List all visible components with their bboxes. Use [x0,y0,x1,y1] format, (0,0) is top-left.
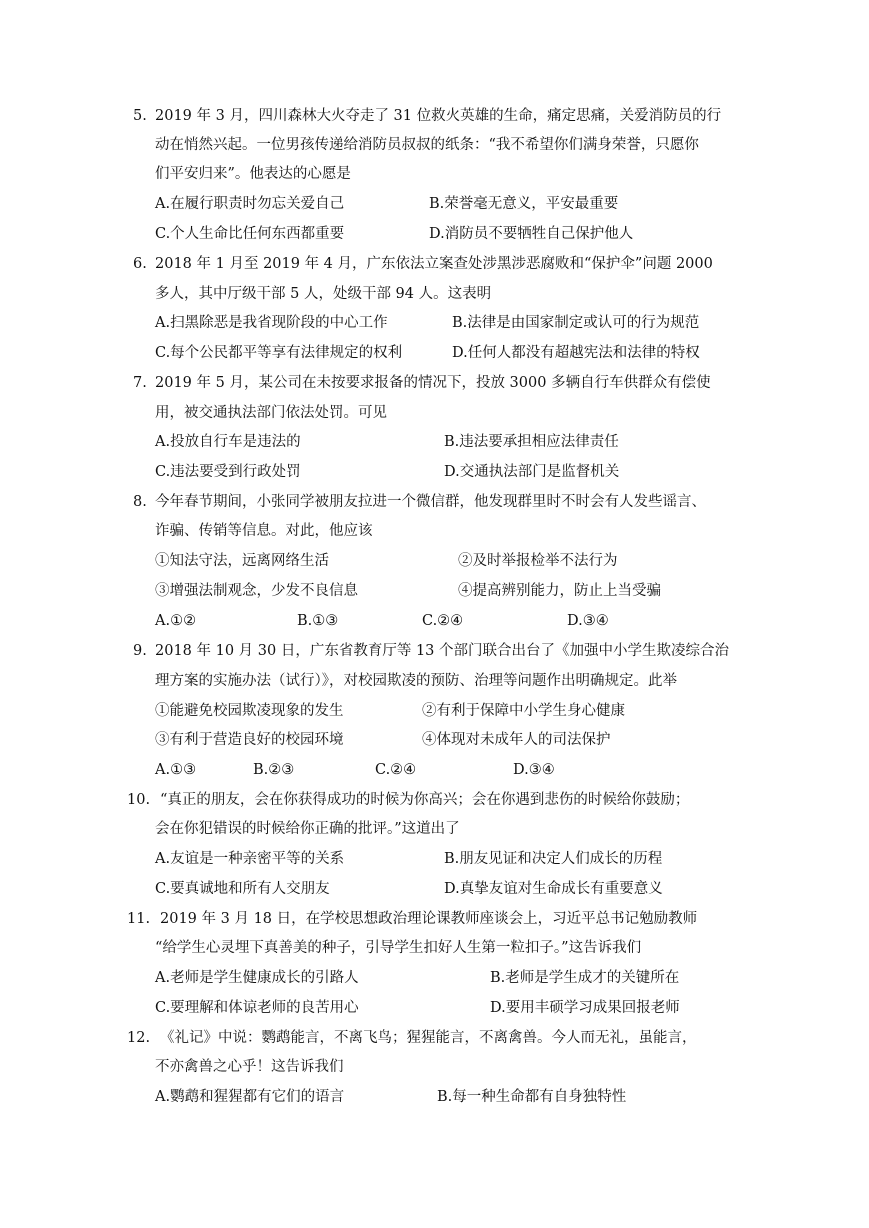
option-a: A.扫黑除恶是我省现阶段的中心工作 [155,315,388,331]
statement-1: ①能避免校园欺凌现象的发生 [155,703,344,719]
question-text: 2019 年 3 月 18 日，在学校思想政治理论课教师座谈会上，习近平总书记勉励教师 [160,911,698,927]
question-text: 动在悄然兴起。一位男孩传递给消防员叔叔的纸条：“我不希望你们满身荣誉，只愿你 [155,137,699,153]
statement-2: ②有利于保障中小学生身心健康 [422,703,625,719]
question-text: 不亦禽兽之心乎！这告诉我们 [155,1059,344,1075]
option-a: A.①② [155,613,197,629]
question-text: 们平安归来”。他表达的心愿是 [155,166,351,182]
option-c: C.②④ [375,762,417,778]
question-text: 2019 年 5 月，某公司在未按要求报备的情况下，投放 3000 多辆自行车供群众有偿使 [155,375,711,391]
option-d: D.任何人都没有超越宪法和法律的特权 [452,345,700,361]
question-text: “真正的朋友，会在你获得成功的时候为你高兴；会在你遇到悲伤的时候给你鼓励； [160,792,690,808]
option-b: B.老师是学生成才的关键所在 [490,970,680,986]
option-d: D.真挚友谊对生命成长有重要意义 [444,881,663,897]
option-b: B.每一种生命都有自身独特性 [437,1089,627,1105]
option-c: C.个人生命比任何东西都重要 [155,226,345,242]
option-b: B.朋友见证和决定人们成长的历程 [444,851,663,867]
question-number: 7. [133,375,147,391]
option-a: A.在履行职责时勿忘关爱自己 [155,196,345,212]
option-b: B.①③ [297,613,339,629]
question-text: 诈骗、传销等信息。对此，他应该 [155,523,373,539]
question-number: 10. [127,792,151,808]
option-d: D.③④ [567,613,609,629]
question-number: 9. [133,643,147,659]
question-text: “给学生心灵埋下真善美的种子，引导学生扣好人生第一粒扣子。”这告诉我们 [155,940,642,956]
statement-1: ①知法守法，远离网络生活 [155,553,329,569]
statement-3: ③有利于营造良好的校园环境 [155,732,344,748]
question-number: 12. [127,1030,151,1046]
option-b: B.②③ [253,762,295,778]
option-a: A.①③ [155,762,197,778]
option-d: D.要用丰硕学习成果回报老师 [490,1000,680,1016]
statement-4: ④体现对未成年人的司法保护 [422,732,611,748]
question-number: 6. [133,256,147,272]
statement-4: ④提高辨别能力，防止上当受骗 [458,583,661,599]
question-text: 《礼记》中说：鹦鹉能言，不离飞鸟；猩猩能言，不离禽兽。今人而无礼，虽能言， [160,1030,697,1046]
question-text: 用，被交通执法部门依法处罚。可见 [155,405,387,421]
option-b: B.违法要承担相应法律责任 [444,434,619,450]
question-number: 5. [133,108,147,124]
option-a: A.投放自行车是违法的 [155,434,301,450]
option-a: A.老师是学生健康成长的引路人 [155,970,359,986]
question-text: 今年春节期间，小张同学被朋友拉进一个微信群，他发现群里时不时会有人发些谣言、 [155,494,706,510]
question-number: 8. [133,494,147,510]
option-a: A.鹦鹉和猩猩都有它们的语言 [155,1089,345,1105]
option-c: C.违法要受到行政处罚 [155,464,301,480]
question-text: 2018 年 10 月 30 日，广东省教育厅等 13 个部门联合出台了《加强中小学生欺凌综合治 [155,643,730,659]
option-d: D.消防员不要牺牲自己保护他人 [429,226,634,242]
option-b: B.荣誉毫无意义，平安最重要 [429,196,619,212]
option-c: C.每个公民都平等享有法律规定的权利 [155,345,403,361]
option-d: D.交通执法部门是监督机关 [444,464,620,480]
question-number: 11. [127,911,151,927]
question-text: 2018 年 1 月至 2019 年 4 月，广东依法立案查处涉黑涉恶腐败和“保护伞”问题 2000 [155,256,713,272]
option-b: B.法律是由国家制定或认可的行为规范 [452,315,700,331]
option-c: C.要理解和体谅老师的良苦用心 [155,1000,359,1016]
option-c: C.要真诚地和所有人交朋友 [155,881,330,897]
option-d: D.③④ [513,762,555,778]
question-text: 多人，其中厅级干部 5 人，处级干部 94 人。这表明 [155,286,492,302]
statement-2: ②及时举报检举不法行为 [458,553,618,569]
statement-3: ③增强法制观念，少发不良信息 [155,583,358,599]
option-c: C.②④ [422,613,464,629]
question-text: 会在你犯错误的时候给你正确的批评。”这道出了 [155,821,460,837]
option-a: A.友谊是一种亲密平等的关系 [155,851,345,867]
question-text: 2019 年 3 月，四川森林大火夺走了 31 位救火英雄的生命，痛定思痛，关爱消防员的行 [155,108,722,124]
question-text: 理方案的实施办法（试行）》，对校园欺凌的预防、治理等问题作出明确规定。此举 [155,673,677,689]
